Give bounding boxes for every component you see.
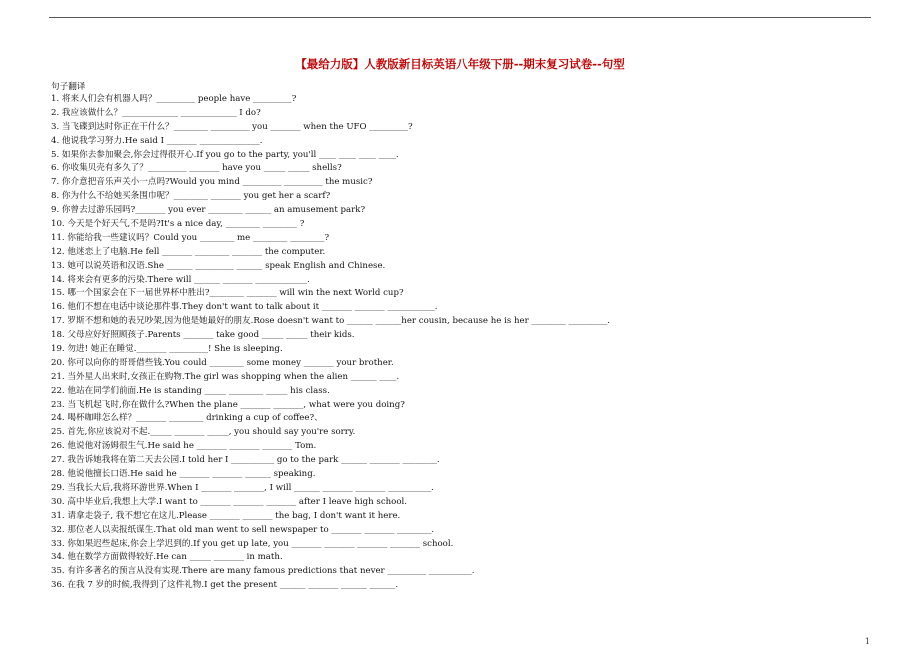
- list-item: 11. 你能给我一些建议吗？Could you ________ me ________ ________?: [51, 232, 330, 243]
- list-item: 13. 她可以说英语和汉语.She ______ _________ ______ speak English and Chinese.: [51, 260, 386, 271]
- header-rule: [49, 17, 871, 18]
- list-item: 20. 你可以向你的哥哥借些钱.You could ________ some money _______ your brother.: [51, 357, 394, 368]
- list-item: 3. 当飞碟到达时你正在干什么？________ _________ you _______ when the UFO _________?: [51, 121, 413, 132]
- list-item: 36. 在我 7 岁的时候,我得到了这件礼物.I get the present ______ _______ ______ ______.: [51, 580, 399, 591]
- list-item: 5. 如果你去参加聚会,你会过得很开心.If you go to the party, you'll ____ ____ ____ ____.: [51, 149, 399, 160]
- list-item: 7. 你介意把音乐声关小一点吗?Would you mind _________ _________ the music?: [51, 177, 373, 188]
- list-item: 2. 我应该做什么？_____________ _____________ I do?: [51, 107, 261, 118]
- list-item: 28. 他说他擅长口语.He said he _______ _______ ______ speaking.: [51, 469, 316, 480]
- list-item: 6. 你收集贝壳有多久了？_________ _______ have you _____ _____ shells?: [51, 163, 342, 174]
- list-item: 22. 他站在同学们前面.He is standing _____ ________ _____ his class.: [51, 385, 330, 396]
- list-item: 33. 你如果迟些起床,你会上学迟到的.If you get up late, you _______ _______ _______ _______ school.: [51, 538, 454, 549]
- list-item: 10. 今天是个好天气,不是吗?It's a nice day, ________ ________ ?: [51, 219, 305, 230]
- list-item: 30. 高中毕业后,我想上大学.I want to _______ _______ _______ after I leave high school.: [51, 496, 407, 507]
- list-item: 21. 当外星人出来时,女孩正在购物.The girl was shopping when the alien ______ ____.: [51, 371, 400, 382]
- list-item: 9. 你曾去过游乐园吗?_______ you ever ________ ______ an amusement park?: [51, 205, 366, 216]
- list-item: 31. 请拿走袋子, 我不想它在这儿.Please _______ _______ the bag, I don't want it here.: [51, 510, 401, 521]
- list-item: 8. 你为什么不给她买条围巾呢？________ _______ you get her a scarf?: [51, 191, 331, 202]
- list-item: 26. 他说他对汤姆很生气.He said he _______ _______ _______ Tom.: [51, 441, 317, 452]
- list-item: 34. 他在数学方面做得较好.He can _____ _______ in math.: [51, 552, 283, 563]
- document-title: 【最给力版】人教版新目标英语八年级下册--期末复习试卷--句型: [295, 57, 625, 71]
- section-label: 句子翻译: [51, 82, 86, 92]
- list-item: 25. 首先,你应该说对不起._____ _______ _____, you should say you're sorry.: [51, 427, 356, 438]
- list-item: 19. 勿进! 她正在睡觉._______ _________! She is sleeping.: [51, 344, 283, 355]
- list-item: 32. 那位老人以卖报纸谋生.That old man went to sell newspaper to _______ _______ ________.: [51, 524, 435, 535]
- list-item: 35. 有许多著名的预言从没有实现.There are many famous predictions that never _________ __________.: [51, 566, 475, 577]
- list-item: 27. 我告诉她我将在第二天去公园.I told her I __________ go to the park ______ _______ ________.: [51, 455, 440, 466]
- list-item: 14. 将来会有更多的污染.There will ______ _______ ____________.: [51, 274, 310, 285]
- list-item: 23. 当飞机起飞时,你在做什么?When the plane _______ _______, what were you doing?: [51, 399, 405, 410]
- list-item: 24. 喝杯咖啡怎么样？_______ ________ drinking a cup of coffee?、: [51, 413, 323, 424]
- list-item: 12. 他迷恋上了电脑.He fell _______ ________ _______ the computer.: [51, 246, 326, 257]
- list-item: 18. 父母应好好照顾孩子.Parents _______ take good _____ _____ their kids.: [51, 330, 355, 341]
- list-item: 15. 哪一个国家会在下一届世界杯中胜出?________ _______ will win the next World cup?: [51, 288, 404, 299]
- sentence-list: [51, 93, 881, 593]
- list-item: 29. 当我长大后,我将环游世界.When I _______ _______, I will ______ _______ _______ __________.: [51, 482, 434, 493]
- list-item: 17. 罗斯不想和她的表兄吵架,因为他是她最好的朋友.Rose doesn't want to ______ ______her cousin, because he is her ________ _________.: [51, 316, 610, 327]
- list-item: 16. 他们不想在电话中谈论那件事.They don't want to talk about it _______ _______ ___________.: [51, 302, 438, 313]
- list-item: 1. 将来人们会有机器人吗？_________ people have _________?: [51, 94, 297, 104]
- page-number: 1: [864, 637, 870, 646]
- list-item: 4. 他说我学习努力.He said I _______ ______________.: [51, 135, 263, 146]
